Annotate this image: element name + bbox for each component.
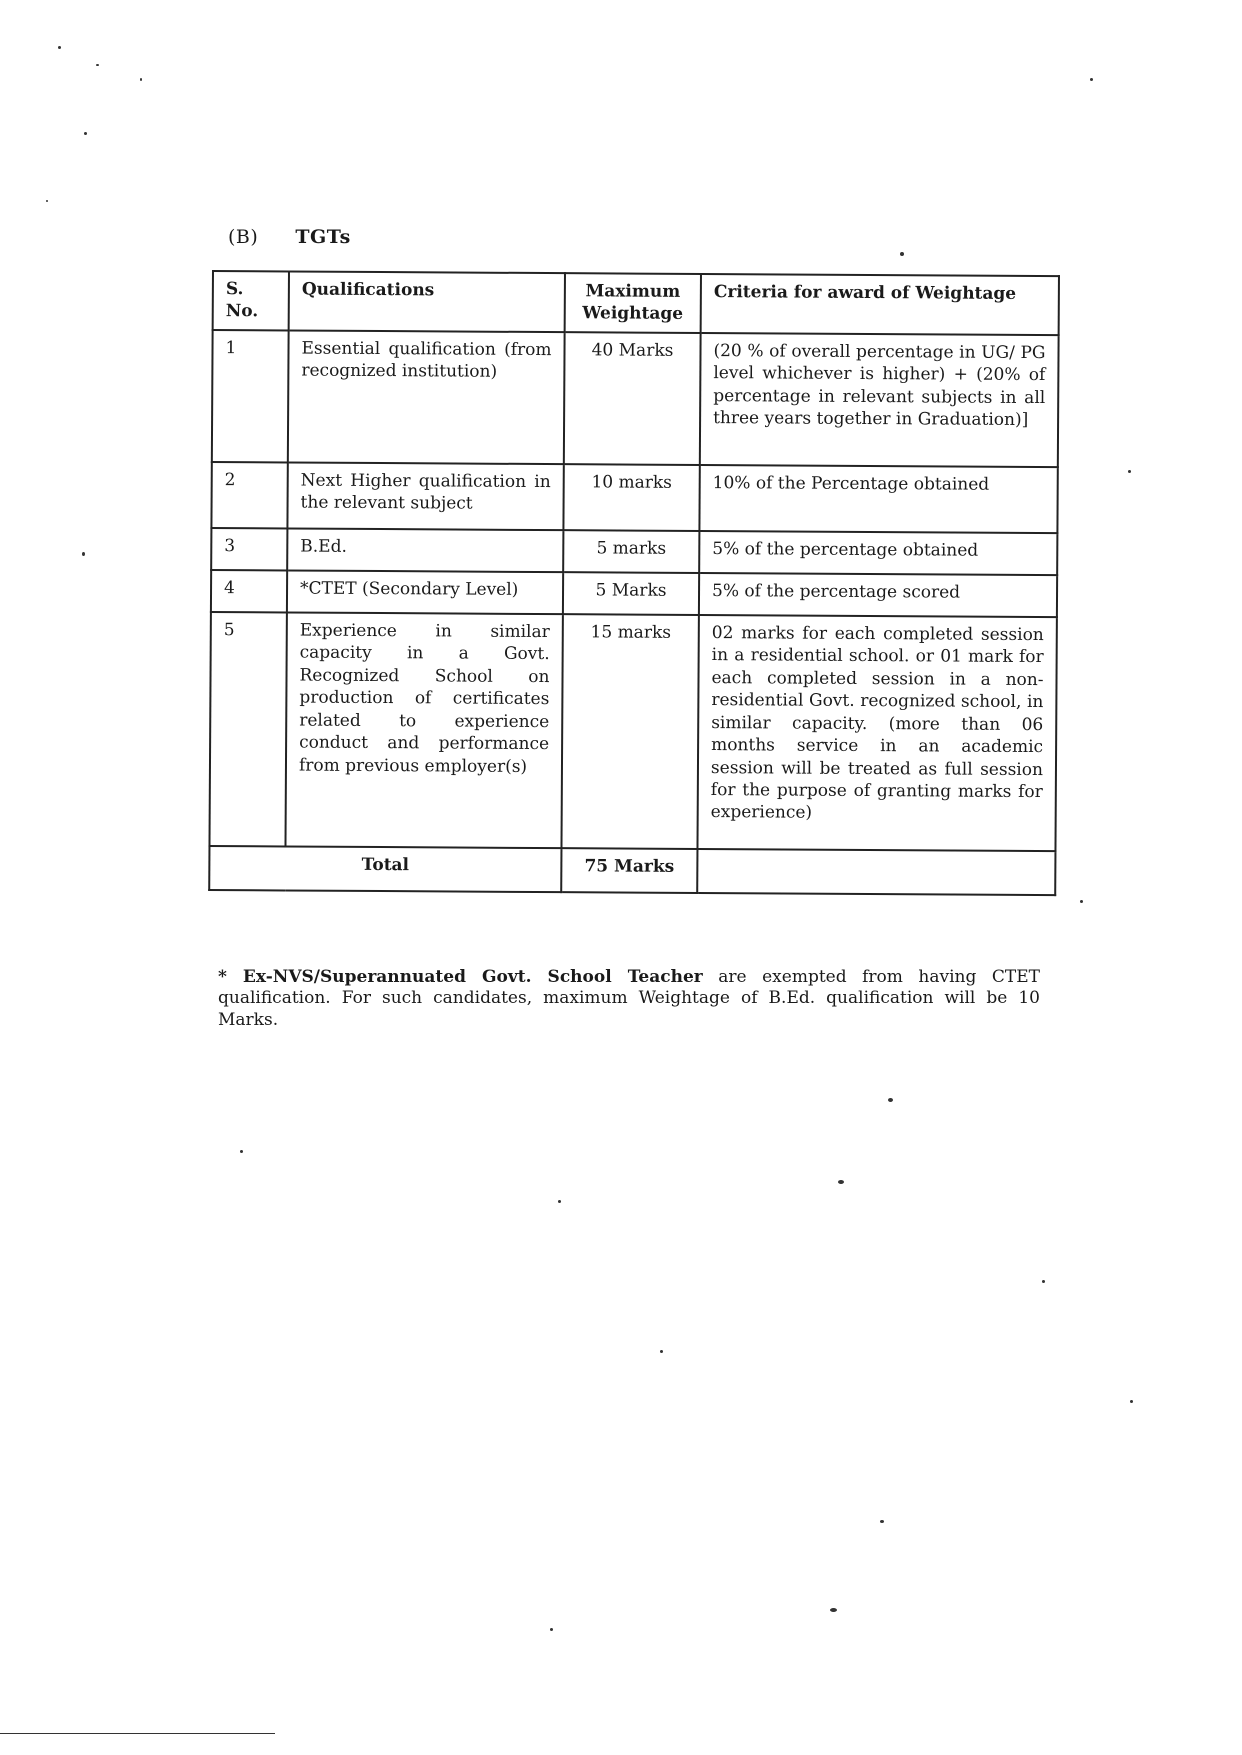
row-criteria: 02 marks for each completed session in a residential school. or 01 mark for each completed session in a non-residential Govt. recognized school, in similar capacity. (more than 06 months service in an academic session will be treated as full session for the purpose of granting marks for experience)	[697, 615, 1056, 851]
scan-speck	[1090, 78, 1093, 81]
row-max-weightage: 10 marks	[563, 464, 699, 531]
scan-speck	[140, 78, 142, 81]
row-qualification: Essential qualification (from recognized institution)	[288, 330, 565, 464]
row-sno: 5	[209, 612, 286, 846]
scan-speck	[1130, 1400, 1133, 1403]
scan-speck	[84, 132, 87, 135]
table-header-row	[213, 271, 1059, 335]
row-criteria: 10% of the Percentage obtained	[699, 465, 1057, 533]
row-max-weightage: 5 marks	[563, 530, 699, 573]
total-value: 75 Marks	[561, 848, 697, 893]
table-row	[212, 330, 1059, 467]
total-label: Total	[209, 846, 561, 892]
scan-speck	[58, 46, 61, 49]
scan-speck	[550, 1628, 553, 1631]
scan-speck	[1128, 470, 1131, 473]
header-max-weightage: Maximum Weightage	[565, 273, 701, 333]
row-sno: 1	[212, 330, 289, 462]
scan-speck	[830, 1608, 837, 1612]
section-heading	[228, 226, 351, 248]
bottom-rule	[0, 1733, 275, 1734]
row-sno: 4	[211, 570, 287, 612]
row-qualification: Next Higher qualification in the relevant subject	[287, 462, 563, 530]
scan-speck	[82, 552, 85, 556]
scan-speck	[660, 1350, 663, 1353]
row-qualification: *CTET (Secondary Level)	[287, 570, 563, 614]
footnote	[218, 967, 1040, 1031]
weightage-table	[208, 270, 1060, 896]
total-row	[209, 846, 1055, 895]
row-qualification: Experience in similar capacity in a Govt. Recognized School on production of certificates related to experience conduct and performance from previous employer(s)	[285, 612, 562, 848]
footnote-bold: * Ex-NVS/Superannuated Govt. School Teacher	[218, 967, 703, 987]
scan-speck	[96, 64, 99, 66]
row-criteria: (20 % of overall percentage in UG/ PG level whichever is higher) + (20% of percentage in relevant subjects in all three years together in Graduation)]	[700, 333, 1059, 467]
section-title: TGTs	[295, 226, 351, 248]
table-row	[211, 462, 1057, 533]
row-max-weightage: 15 marks	[561, 614, 698, 849]
scan-speck	[558, 1200, 561, 1203]
scan-speck	[46, 200, 48, 202]
footnote-text: are exempted from having CTET qualification. For such candidates, maximum Weightage of B.Ed. qualification will be 10 Marks.	[218, 967, 1041, 1030]
total-criteria	[697, 849, 1055, 895]
table-row	[209, 612, 1056, 851]
row-max-weightage: 40 Marks	[564, 332, 701, 465]
header-sno: S. No.	[213, 271, 289, 330]
row-criteria: 5% of the percentage obtained	[699, 531, 1057, 575]
header-criteria: Criteria for award of Weightage	[701, 274, 1059, 335]
scan-speck	[1042, 1280, 1045, 1283]
scan-speck	[900, 252, 904, 256]
row-max-weightage: 5 Marks	[563, 572, 699, 615]
scan-speck	[888, 1098, 893, 1102]
section-label: (B)	[228, 226, 259, 248]
scan-speck	[1080, 900, 1083, 903]
row-sno: 2	[211, 462, 287, 528]
row-qualification: B.Ed.	[287, 528, 563, 572]
row-sno: 3	[211, 528, 287, 570]
scan-speck	[880, 1520, 884, 1523]
scan-speck	[240, 1150, 243, 1153]
header-qualifications: Qualifications	[289, 271, 565, 332]
table-row	[211, 528, 1057, 575]
table-row	[211, 570, 1057, 617]
scan-speck	[838, 1180, 844, 1184]
row-criteria: 5% of the percentage scored	[699, 573, 1057, 617]
